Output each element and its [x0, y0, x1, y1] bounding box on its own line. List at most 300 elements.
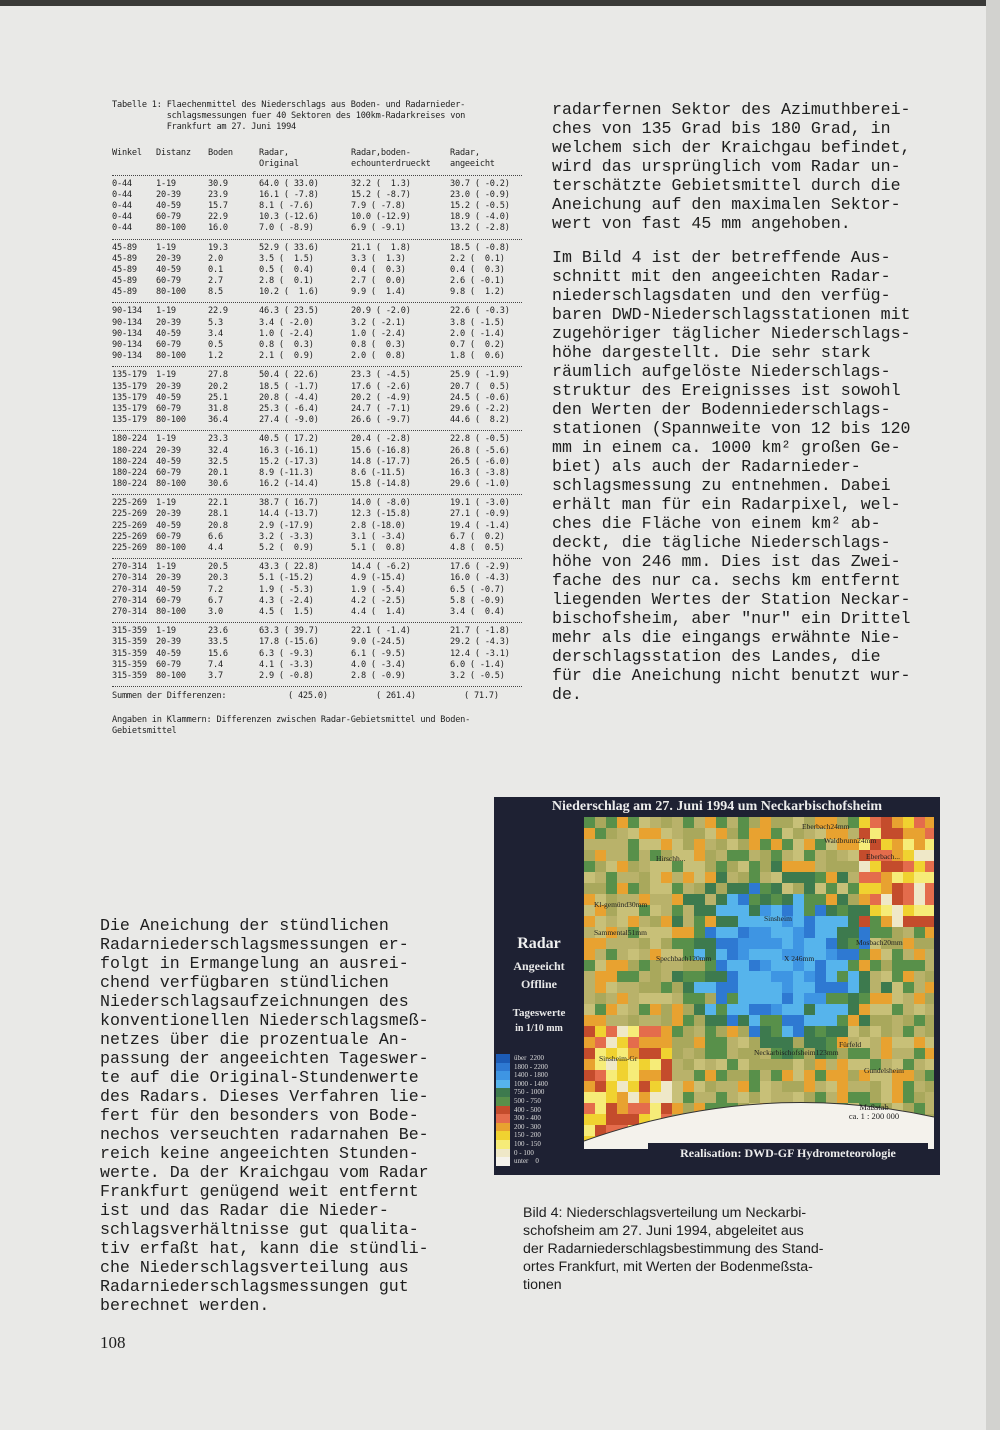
legend-entry [496, 1114, 582, 1123]
cell-radar-angeeicht: 6.5 ( -0.7) [450, 584, 505, 595]
cell-winkel: 315-359 [112, 659, 147, 670]
page-number: 108 [100, 1333, 126, 1352]
table-row [112, 404, 522, 415]
cell-radar-boden: 15.2 ( -8.7) [351, 189, 411, 200]
legend-label: 100 - 150 [514, 1139, 541, 1148]
cell-radar-boden: 32.2 ( 1.3) [351, 178, 411, 189]
scan-top-border [0, 0, 1000, 6]
cell-radar-angeeicht: 3.8 ( -1.5) [450, 317, 505, 328]
cell-radar-angeeicht: 4.8 ( 0.5) [450, 543, 505, 554]
cell-radar-boden: 3.1 ( -3.4) [351, 531, 406, 542]
station-label: Hirschh... [656, 854, 686, 863]
precipitation-table [112, 100, 522, 738]
table-row [112, 190, 522, 201]
cell-radar-angeeicht: 5.8 ( -0.9) [450, 595, 505, 606]
legend-label: unter 0 [514, 1157, 539, 1166]
cell-radar-boden: 20.4 ( -2.8) [351, 434, 411, 445]
station-label: Waldbrunn24mm [824, 836, 877, 845]
cell-boden: 5.3 [208, 317, 223, 328]
legend-entry [496, 1123, 582, 1132]
cell-radar-boden: 14.4 ( -6.2) [351, 562, 411, 573]
figure-legend [496, 1054, 582, 1166]
cell-radar-boden: 4.4 ( 1.4) [351, 606, 406, 617]
table-row [112, 649, 522, 660]
radar-precipitation-map-figure [494, 797, 940, 1175]
table-separator [112, 686, 522, 687]
cell-boden: 20.3 [208, 573, 228, 584]
cell-boden: 30.9 [208, 178, 228, 189]
cell-boden: 2.7 [208, 276, 223, 287]
cell-winkel: 270-314 [112, 595, 147, 606]
cell-radar-boden: 21.1 ( 1.8) [351, 242, 411, 253]
table-row [112, 351, 522, 362]
cell-radar-angeeicht: 24.5 ( -0.6) [450, 392, 510, 403]
legend-swatch [496, 1123, 510, 1132]
header-radar-original: Radar, Original [259, 147, 299, 169]
table-row [112, 637, 522, 648]
group-separator [112, 175, 522, 176]
cell-radar-original: 18.5 ( -1.7) [259, 381, 319, 392]
cell-winkel: 90-134 [112, 317, 142, 328]
station-label: Mosbach20mm [856, 938, 903, 947]
table-row [112, 509, 522, 520]
cell-radar-boden: 2.7 ( 0.0) [351, 276, 406, 287]
station-label: Spechbach120mm [656, 954, 712, 963]
table-note: Angaben in Klammern: Differenzen zwischen Radar-Gebietsmittel und Boden- Gebietsmittel [112, 715, 471, 737]
group-separator [112, 622, 522, 623]
table-row [112, 340, 522, 351]
cell-radar-angeeicht: 22.8 ( -0.5) [450, 434, 510, 445]
table-sums-row [112, 691, 522, 705]
table-row [112, 393, 522, 404]
cell-radar-boden: 15.6 (-16.8) [351, 445, 411, 456]
cell-radar-boden: 8.6 (-11.5) [351, 467, 406, 478]
cell-radar-original: 63.3 ( 39.7) [259, 626, 319, 637]
table-row [112, 479, 522, 490]
figure-label-offline: Offline [521, 977, 557, 991]
sum-boden: ( 261.4) [376, 691, 416, 702]
cell-distanz: 1-19 [156, 178, 176, 189]
cell-boden: 22.9 [208, 212, 228, 223]
cell-winkel: 315-359 [112, 626, 147, 637]
legend-label: 1000 - 1400 [514, 1079, 548, 1088]
cell-radar-original: 7.0 ( -8.9) [259, 223, 314, 234]
cell-radar-angeeicht: 19.4 ( -1.4) [450, 520, 510, 531]
cell-radar-boden: 6.9 ( -9.1) [351, 223, 406, 234]
cell-winkel: 225-269 [112, 520, 147, 531]
legend-label: 1800 - 2200 [514, 1062, 548, 1071]
cell-distanz: 80-100 [156, 479, 186, 490]
cell-radar-original: 40.5 ( 17.2) [259, 434, 319, 445]
cell-winkel: 270-314 [112, 584, 147, 595]
cell-radar-boden: 24.7 ( -7.1) [351, 403, 411, 414]
cell-radar-angeeicht: 1.8 ( 0.6) [450, 351, 505, 362]
cell-radar-angeeicht: 2.2 ( 0.1) [450, 253, 505, 264]
cell-boden: 23.3 [208, 434, 228, 445]
cell-radar-boden: 1.9 ( -5.4) [351, 584, 406, 595]
cell-distanz: 20-39 [156, 445, 181, 456]
station-label: Fürfeld [839, 1040, 862, 1049]
cell-radar-angeeicht: 26.8 ( -5.6) [450, 445, 510, 456]
cell-radar-boden: 10.0 (-12.9) [351, 212, 411, 223]
table-row [112, 329, 522, 340]
cell-boden: 31.8 [208, 403, 228, 414]
cell-radar-original: 20.8 ( -4.4) [259, 392, 319, 403]
cell-distanz: 80-100 [156, 606, 186, 617]
cell-boden: 25.1 [208, 392, 228, 403]
cell-radar-boden: 12.3 (-15.8) [351, 509, 411, 520]
cell-boden: 7.4 [208, 659, 223, 670]
legend-label: über 2200 [514, 1054, 544, 1062]
cell-winkel: 135-179 [112, 403, 147, 414]
cell-radar-boden: 14.0 ( -8.0) [351, 498, 411, 509]
legend-label: 500 - 750 [514, 1096, 541, 1105]
cell-winkel: 180-224 [112, 479, 147, 490]
cell-radar-angeeicht: 18.9 ( -4.0) [450, 212, 510, 223]
cell-radar-angeeicht: 9.8 ( 1.2) [450, 287, 505, 298]
cell-radar-boden: 4.2 ( -2.5) [351, 595, 406, 606]
cell-boden: 15.6 [208, 648, 228, 659]
cell-radar-original: 8.9 (-11.3) [259, 467, 314, 478]
cell-distanz: 60-79 [156, 659, 181, 670]
cell-radar-angeeicht: 29.2 ( -4.3) [450, 637, 510, 648]
sum-original: ( 425.0) [288, 691, 328, 702]
cell-radar-original: 16.1 ( -7.8) [259, 189, 319, 200]
right-column-paragraph-1: radarfernen Sektor des Azimuthberei- ches von 135 Grad bis 180 Grad, in welchem sich der Kraichgau befindet, wird das ursprünglich vom Radar un- terschätzte Gebietsmittel durch die Aneichung auf den maximalen Sektor- wert von fast 45 mm angehoben. [552, 100, 911, 233]
cell-radar-original: 0.8 ( 0.3) [259, 340, 314, 351]
cell-radar-original: 2.8 ( 0.1) [259, 276, 314, 287]
cell-radar-boden: 20.2 ( -4.9) [351, 392, 411, 403]
cell-winkel: 135-179 [112, 415, 147, 426]
cell-radar-original: 3.4 ( -2.0) [259, 317, 314, 328]
figure-label-angeeicht: Angeeicht [513, 959, 565, 973]
station-label: Eberbach... [866, 852, 900, 861]
legend-entry [496, 1097, 582, 1106]
cell-winkel: 45-89 [112, 253, 137, 264]
cell-winkel: 270-314 [112, 562, 147, 573]
cell-radar-original: 3.5 ( 1.5) [259, 253, 314, 264]
cell-boden: 33.5 [208, 637, 228, 648]
cell-radar-angeeicht: 2.6 ( -0.1) [450, 276, 505, 287]
cell-distanz: 40-59 [156, 520, 181, 531]
cell-boden: 36.4 [208, 415, 228, 426]
legend-entry [496, 1106, 582, 1115]
cell-radar-angeeicht: 13.2 ( -2.8) [450, 223, 510, 234]
cell-radar-angeeicht: 6.0 ( -1.4) [450, 659, 505, 670]
cell-winkel: 0-44 [112, 223, 132, 234]
table-row [112, 671, 522, 682]
cell-radar-angeeicht: 3.4 ( 0.4) [450, 606, 505, 617]
cell-boden: 32.5 [208, 456, 228, 467]
legend-entry [496, 1140, 582, 1149]
cell-radar-original: 64.0 ( 33.0) [259, 178, 319, 189]
cell-radar-angeeicht: 12.4 ( -3.1) [450, 648, 510, 659]
cell-distanz: 60-79 [156, 403, 181, 414]
group-separator [112, 558, 522, 559]
cell-radar-original: 8.1 ( -7.6) [259, 200, 314, 211]
legend-swatch [496, 1131, 510, 1140]
sum-angeeicht: ( 71.7) [464, 691, 499, 702]
cell-distanz: 20-39 [156, 381, 181, 392]
cell-radar-boden: 2.0 ( 0.8) [351, 351, 406, 362]
cell-distanz: 40-59 [156, 328, 181, 339]
cell-winkel: 270-314 [112, 606, 147, 617]
cell-winkel: 225-269 [112, 543, 147, 554]
cell-radar-original: 3.2 ( -3.3) [259, 531, 314, 542]
figure-realisation: Realisation: DWD-GF Hydrometeorologie [648, 1143, 928, 1163]
cell-radar-angeeicht: 29.6 ( -2.2) [450, 403, 510, 414]
table-row [112, 243, 522, 254]
cell-radar-original: 14.4 (-13.7) [259, 509, 319, 520]
cell-boden: 23.9 [208, 189, 228, 200]
table-body [112, 175, 522, 683]
cell-distanz: 1-19 [156, 370, 176, 381]
cell-radar-original: 5.1 (-15.2) [259, 573, 314, 584]
right-column-paragraph-2: Im Bild 4 ist der betreffende Aus- schnitt mit den angeeichten Radar- niederschlagsdaten und den verfüg- baren DWD-Niederschlagsstationen mit zugehöriger täglicher Niederschlags- höhe dargestellt. Die sehr stark räumlich aufgelöste Niederschlags- struktur des Ereignisses ist sowohl den Werten der Bodenniederschlags- stationen (Spannweite von 12 bis 120 mm in einem ca. 1000 km² großen Ge- biet) als auch der Radarnieder- schlagsmessung zu entnehmen. Dabei erhält man für ein Radarpixel, wel- ches die Fläche von einem km² ab- deckt, die tägliche Niederschlags- höhe von 246 mm. Dies ist das Zwei- fache des nur ca. sechs km entfernt liegenden Wertes der Station Neckar- bischofsheim, aber "nur" ein Drittel mehr als die eingangs erwähnte Nie- derschlagsstation des Landes, die für die Aneichung nicht benutzt wur- de. [552, 248, 911, 704]
cell-radar-original: 52.9 ( 33.6) [259, 242, 319, 253]
table-row [112, 265, 522, 276]
cell-radar-boden: 0.8 ( 0.3) [351, 340, 406, 351]
cell-radar-original: 17.8 (-15.6) [259, 637, 319, 648]
table-row [112, 521, 522, 532]
cell-distanz: 20-39 [156, 573, 181, 584]
table-row [112, 276, 522, 287]
table-row [112, 287, 522, 298]
group-separator [112, 494, 522, 495]
cell-winkel: 180-224 [112, 467, 147, 478]
cell-radar-boden: 6.1 ( -9.5) [351, 648, 406, 659]
cell-radar-angeeicht: 0.7 ( 0.2) [450, 340, 505, 351]
cell-radar-angeeicht: 18.5 ( -0.8) [450, 242, 510, 253]
cell-boden: 32.4 [208, 445, 228, 456]
cell-boden: 22.9 [208, 306, 228, 317]
cell-winkel: 315-359 [112, 648, 147, 659]
cell-radar-angeeicht: 23.0 ( -0.9) [450, 189, 510, 200]
cell-radar-original: 16.3 (-16.1) [259, 445, 319, 456]
cell-radar-angeeicht: 25.9 ( -1.9) [450, 370, 510, 381]
cell-radar-boden: 1.0 ( -2.4) [351, 328, 406, 339]
cell-radar-boden: 14.8 (-17.7) [351, 456, 411, 467]
cell-radar-original: 0.5 ( 0.4) [259, 264, 314, 275]
cell-radar-angeeicht: 17.6 ( -2.9) [450, 562, 510, 573]
cell-distanz: 40-59 [156, 392, 181, 403]
legend-entry [496, 1088, 582, 1097]
cell-winkel: 180-224 [112, 445, 147, 456]
cell-radar-angeeicht: 15.2 ( -0.5) [450, 200, 510, 211]
cell-distanz: 20-39 [156, 189, 181, 200]
figure-caption: Bild 4: Niederschlagsverteilung um Neckarbi- schofsheim am 27. Juni 1994, abgeleitet aus der Radarniederschlagsbestimmung des Stand- ortes Frankfurt, mit Werten der Bodenmeßsta- tionen [523, 1205, 824, 1293]
cell-winkel: 90-134 [112, 328, 142, 339]
cell-winkel: 135-179 [112, 381, 147, 392]
cell-boden: 6.6 [208, 531, 223, 542]
cell-winkel: 270-314 [112, 573, 147, 584]
precipitation-raster-map [584, 817, 934, 1149]
cell-boden: 3.4 [208, 328, 223, 339]
table-row [112, 318, 522, 329]
table-row [112, 585, 522, 596]
station-label: Neckarbischofsheim123mm [754, 1048, 839, 1057]
cell-distanz: 40-59 [156, 200, 181, 211]
cell-winkel: 225-269 [112, 498, 147, 509]
table-row [112, 306, 522, 317]
cell-winkel: 0-44 [112, 212, 132, 223]
cell-distanz: 80-100 [156, 287, 186, 298]
legend-entry [496, 1157, 582, 1166]
cell-radar-original: 4.3 ( -2.4) [259, 595, 314, 606]
cell-winkel: 0-44 [112, 200, 132, 211]
cell-winkel: 0-44 [112, 189, 132, 200]
cell-boden: 0.5 [208, 340, 223, 351]
cell-radar-original: 50.4 ( 22.6) [259, 370, 319, 381]
cell-boden: 16.0 [208, 223, 228, 234]
legend-swatch [496, 1088, 510, 1097]
cell-boden: 7.2 [208, 584, 223, 595]
legend-label: 200 - 300 [514, 1122, 541, 1131]
cell-radar-boden: 26.6 ( -9.7) [351, 415, 411, 426]
cell-radar-boden: 9.0 (-24.5) [351, 637, 406, 648]
table-row [112, 626, 522, 637]
cell-winkel: 135-179 [112, 392, 147, 403]
cell-radar-original: 43.3 ( 22.8) [259, 562, 319, 573]
group-separator [112, 366, 522, 367]
cell-winkel: 90-134 [112, 340, 142, 351]
cell-radar-angeeicht: 30.7 ( -0.2) [450, 178, 510, 189]
table-row [112, 179, 522, 190]
cell-radar-angeeicht: 0.4 ( 0.3) [450, 264, 505, 275]
group-separator [112, 430, 522, 431]
cell-radar-angeeicht: 22.6 ( -0.3) [450, 306, 510, 317]
cell-winkel: 0-44 [112, 178, 132, 189]
cell-boden: 3.0 [208, 606, 223, 617]
cell-distanz: 80-100 [156, 351, 186, 362]
cell-radar-boden: 7.9 ( -7.8) [351, 200, 406, 211]
cell-distanz: 60-79 [156, 467, 181, 478]
sum-label: Summen der Differenzen: [112, 691, 227, 702]
cell-boden: 30.6 [208, 479, 228, 490]
cell-radar-original: 15.2 (-17.3) [259, 456, 319, 467]
cell-winkel: 180-224 [112, 456, 147, 467]
cell-radar-angeeicht: 2.0 ( -1.4) [450, 328, 505, 339]
header-distanz: Distanz [156, 147, 191, 158]
cell-winkel: 180-224 [112, 434, 147, 445]
table-row [112, 370, 522, 381]
cell-radar-original: 2.9 (-17.9) [259, 520, 314, 531]
cell-radar-angeeicht: 16.3 ( -3.8) [450, 467, 510, 478]
cell-winkel: 225-269 [112, 509, 147, 520]
table-row [112, 468, 522, 479]
legend-label: 400 - 500 [514, 1105, 541, 1114]
table-row [112, 562, 522, 573]
figure-scale: Maßstab ca. 1 : 200 000 [848, 1102, 900, 1121]
cell-distanz: 1-19 [156, 242, 176, 253]
legend-swatch [496, 1063, 510, 1072]
table-row [112, 660, 522, 671]
cell-radar-original: 38.7 ( 16.7) [259, 498, 319, 509]
cell-radar-angeeicht: 20.7 ( 0.5) [450, 381, 510, 392]
header-boden: Boden [208, 147, 233, 158]
cell-radar-original: 2.1 ( 0.9) [259, 351, 314, 362]
station-label: Sinsheim-Gr [599, 1054, 638, 1063]
scan-right-border [986, 0, 1000, 1430]
table-row [112, 254, 522, 265]
table-row [112, 543, 522, 554]
cell-boden: 22.1 [208, 498, 228, 509]
station-label: Kl-gemünd30mm [594, 900, 648, 909]
cell-radar-angeeicht: 19.1 ( -3.0) [450, 498, 510, 509]
legend-label: 300 - 400 [514, 1114, 541, 1123]
cell-winkel: 135-179 [112, 370, 147, 381]
table-row [112, 382, 522, 393]
cell-distanz: 40-59 [156, 648, 181, 659]
cell-boden: 6.7 [208, 595, 223, 606]
cell-distanz: 40-59 [156, 264, 181, 275]
legend-entry [496, 1063, 582, 1072]
cell-radar-angeeicht: 3.2 ( -0.5) [450, 670, 505, 681]
cell-boden: 28.1 [208, 509, 228, 520]
legend-entry [496, 1054, 582, 1063]
station-label: Sinsheim [764, 914, 792, 923]
table-row [112, 596, 522, 607]
cell-winkel: 45-89 [112, 287, 137, 298]
station-label: X 246mm [784, 954, 815, 963]
cell-radar-angeeicht: 21.7 ( -1.8) [450, 626, 510, 637]
cell-distanz: 1-19 [156, 434, 176, 445]
cell-distanz: 20-39 [156, 509, 181, 520]
cell-radar-boden: 22.1 ( -1.4) [351, 626, 411, 637]
figure-label-unit: in 1/10 mm [515, 1023, 563, 1034]
legend-swatch [496, 1106, 510, 1115]
cell-boden: 27.8 [208, 370, 228, 381]
cell-radar-boden: 17.6 ( -2.6) [351, 381, 411, 392]
cell-distanz: 60-79 [156, 531, 181, 542]
legend-swatch [496, 1097, 510, 1106]
cell-boden: 20.2 [208, 381, 228, 392]
cell-distanz: 1-19 [156, 498, 176, 509]
cell-distanz: 80-100 [156, 223, 186, 234]
group-separator [112, 302, 522, 303]
cell-winkel: 225-269 [112, 531, 147, 542]
cell-distanz: 1-19 [156, 626, 176, 637]
cell-boden: 20.5 [208, 562, 228, 573]
header-radar-boden: Radar,boden- echounterdrueckt [351, 147, 431, 169]
cell-winkel: 90-134 [112, 306, 142, 317]
cell-distanz: 60-79 [156, 340, 181, 351]
cell-distanz: 20-39 [156, 253, 181, 264]
cell-radar-angeeicht: 26.5 ( -6.0) [450, 456, 510, 467]
cell-winkel: 45-89 [112, 242, 137, 253]
table-row [112, 201, 522, 212]
legend-swatch [496, 1157, 510, 1166]
cell-radar-angeeicht: 27.1 ( -0.9) [450, 509, 510, 520]
legend-entry [496, 1131, 582, 1140]
cell-boden: 3.7 [208, 670, 223, 681]
cell-radar-boden: 0.4 ( 0.3) [351, 264, 406, 275]
cell-radar-boden: 4.9 (-15.4) [351, 573, 406, 584]
table-row [112, 434, 522, 445]
cell-boden: 19.3 [208, 242, 228, 253]
legend-swatch [496, 1149, 510, 1158]
cell-distanz: 60-79 [156, 276, 181, 287]
cell-radar-boden: 23.3 ( -4.5) [351, 370, 411, 381]
cell-radar-original: 4.1 ( -3.3) [259, 659, 314, 670]
cell-radar-boden: 3.3 ( 1.3) [351, 253, 406, 264]
header-radar-angeeicht: Radar, angeeicht [450, 147, 495, 169]
cell-distanz: 20-39 [156, 317, 181, 328]
legend-label: 1400 - 1800 [514, 1071, 548, 1080]
cell-boden: 8.5 [208, 287, 223, 298]
group-separator [112, 239, 522, 240]
cell-boden: 0.1 [208, 264, 223, 275]
